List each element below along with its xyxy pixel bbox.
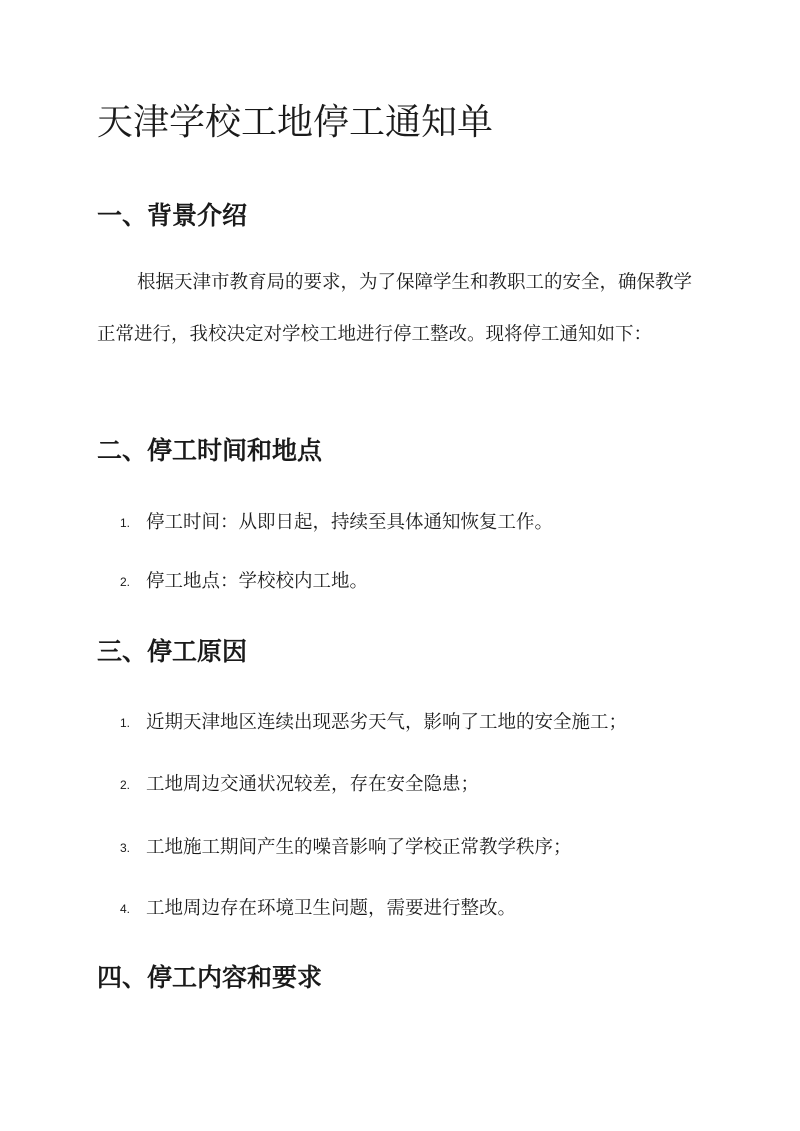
section-heading-background: 一、背景介绍 (97, 201, 248, 230)
list-item-text: 近期天津地区连续出现恶劣天气，影响了工地的安全施工； (146, 712, 628, 733)
list-item (120, 508, 553, 534)
list-item-number: 2. (120, 575, 131, 589)
background-paragraph (97, 257, 697, 361)
list-item-text: 工地施工期间产生的噪音影响了学校正常教学秩序； (146, 837, 572, 858)
list-item-text: 停工地点：学校校内工地。 (146, 571, 369, 592)
list-item-text: 工地周边存在环境卫生问题，需要进行整改。 (146, 898, 517, 919)
list-item (120, 894, 516, 920)
section-heading-reasons: 三、停工原因 (97, 637, 248, 666)
list-item-text: 工地周边交通状况较差，存在安全隐患； (146, 774, 480, 795)
section-heading-time-location: 二、停工时间和地点 (97, 436, 323, 465)
section-heading-content-requirements: 四、停工内容和要求 (97, 963, 323, 992)
page-title: 天津学校工地停工通知单 (97, 102, 494, 143)
list-item-text: 停工时间：从即日起，持续至具体通知恢复工作。 (146, 512, 554, 533)
list-item-number: 2. (120, 778, 131, 792)
background-paragraph-text: 根据天津市教育局的要求，为了保障学生和教职工的安全，确保教学正常进行，我校决定对学校工地进行停工整改。现将停工通知如下： (97, 272, 693, 345)
list-item-number: 3. (120, 841, 131, 855)
list-item (120, 567, 368, 593)
list-item (120, 770, 479, 796)
list-item-number: 4. (120, 902, 131, 916)
list-item (120, 833, 572, 859)
list-item-number: 1. (120, 716, 131, 730)
list-item-number: 1. (120, 516, 131, 530)
list-item (120, 708, 627, 734)
